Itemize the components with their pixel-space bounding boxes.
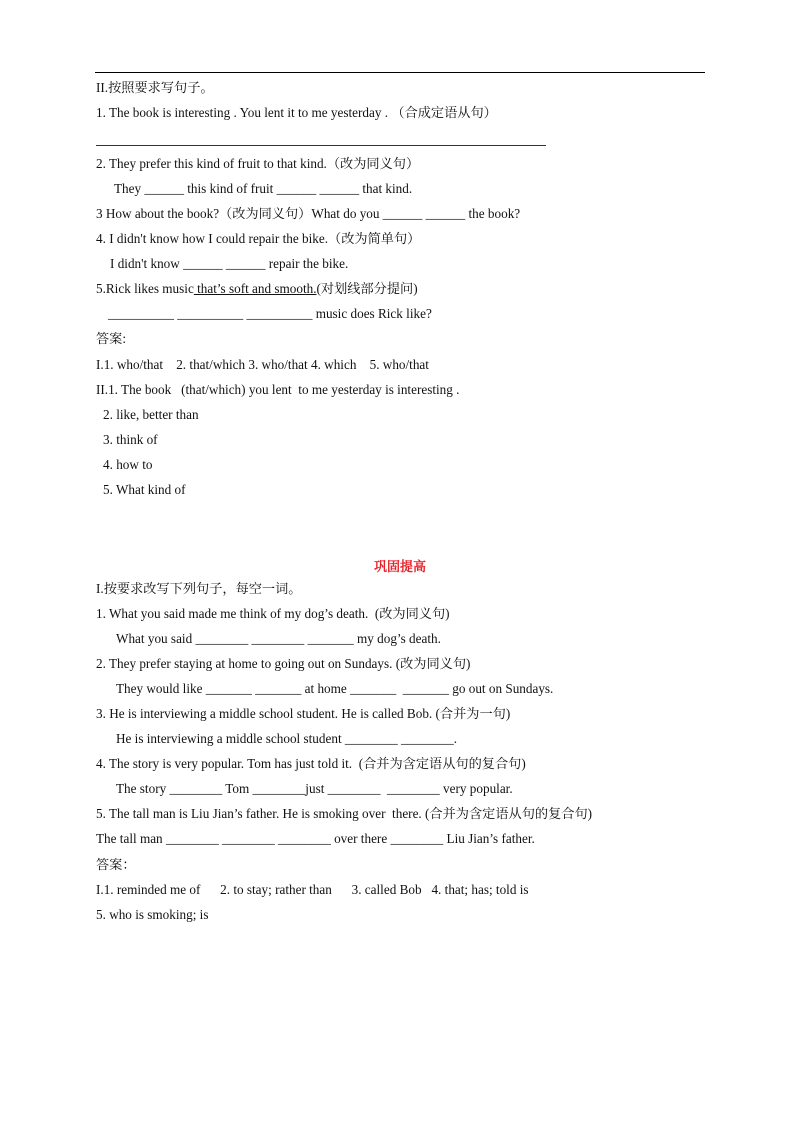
part2-header: II.按照要求写句子。 xyxy=(96,80,214,95)
section-header: I.按要求改写下列句子，每空一词。 xyxy=(96,581,302,596)
answers-label: 答案: xyxy=(96,331,127,346)
section-question-5-blank: The tall man ________ ________ ________ over there ________ Liu Jian’s father. xyxy=(96,831,535,846)
question-5-prefix: 5.Rick likes music xyxy=(96,281,194,296)
answers2-label: 答案： xyxy=(96,857,136,872)
answer-line-5: 4. how to xyxy=(103,457,153,472)
top-rule xyxy=(95,72,705,73)
section-question-2: 2. They prefer staying at home to going out on Sundays. (改为同义句) xyxy=(96,656,471,671)
question-3: 3 How about the book?（改为同义句）What do you ______ ______ the book? xyxy=(96,206,521,221)
question-1: 1. The book is interesting . You lent it to me yesterday . （合成定语从句） xyxy=(96,105,497,120)
answer-line-2: II.1. The book (that/which) you lent to me yesterday is interesting . xyxy=(96,382,460,397)
answer-line xyxy=(96,145,546,146)
question-5-underlined: that’s soft and smooth. xyxy=(193,281,317,296)
section-question-2-blank: They would like _______ _______ at home _______ _______ go out on Sundays. xyxy=(116,681,554,696)
question-2: 2. They prefer this kind of fruit to that kind.（改为同义句） xyxy=(96,156,420,171)
question-5 xyxy=(96,281,418,297)
section-question-4: 4. The story is very popular. Tom has just told it. (合并为含定语从句的复合句) xyxy=(96,756,526,771)
answers2-line-2: 5. who is smoking; is xyxy=(96,907,209,922)
section-question-1-blank: What you said ________ ________ _______ my dog’s death. xyxy=(116,631,441,646)
section-question-4-blank: The story ________ Tom ________just ________ ________ very popular. xyxy=(116,781,513,796)
section-question-3-blank: He is interviewing a middle school student ________ ________. xyxy=(116,731,458,746)
answer-line-1: I.1. who/that 2. that/which 3. who/that 4. which 5. who/that xyxy=(96,357,429,372)
question-4-blank: I didn't know ______ ______ repair the bike. xyxy=(110,256,349,271)
question-5-suffix: (对划线部分提问) xyxy=(316,281,418,296)
question-5-blank: __________ __________ __________ music does Rick like? xyxy=(108,306,432,321)
answers2-line-1: I.1. reminded me of 2. to stay; rather than 3. called Bob 4. that; has; told is xyxy=(96,882,529,897)
answer-line-3: 2. like, better than xyxy=(103,407,199,422)
question-2-blank: They ______ this kind of fruit ______ ______ that kind. xyxy=(114,181,413,196)
question-4: 4. I didn't know how I could repair the bike.（改为简单句） xyxy=(96,231,421,246)
answer-line-4: 3. think of xyxy=(103,432,158,447)
section-question-3: 3. He is interviewing a middle school student. He is called Bob. (合并为一句) xyxy=(96,706,511,721)
section-question-1: 1. What you said made me think of my dog’s death. (改为同义句) xyxy=(96,606,450,621)
answer-line-6: 5. What kind of xyxy=(103,482,186,497)
section-title: 巩固提高 xyxy=(373,560,426,575)
section-question-5: 5. The tall man is Liu Jian’s father. He is smoking over there. (合并为含定语从句的复合句) xyxy=(96,806,593,821)
